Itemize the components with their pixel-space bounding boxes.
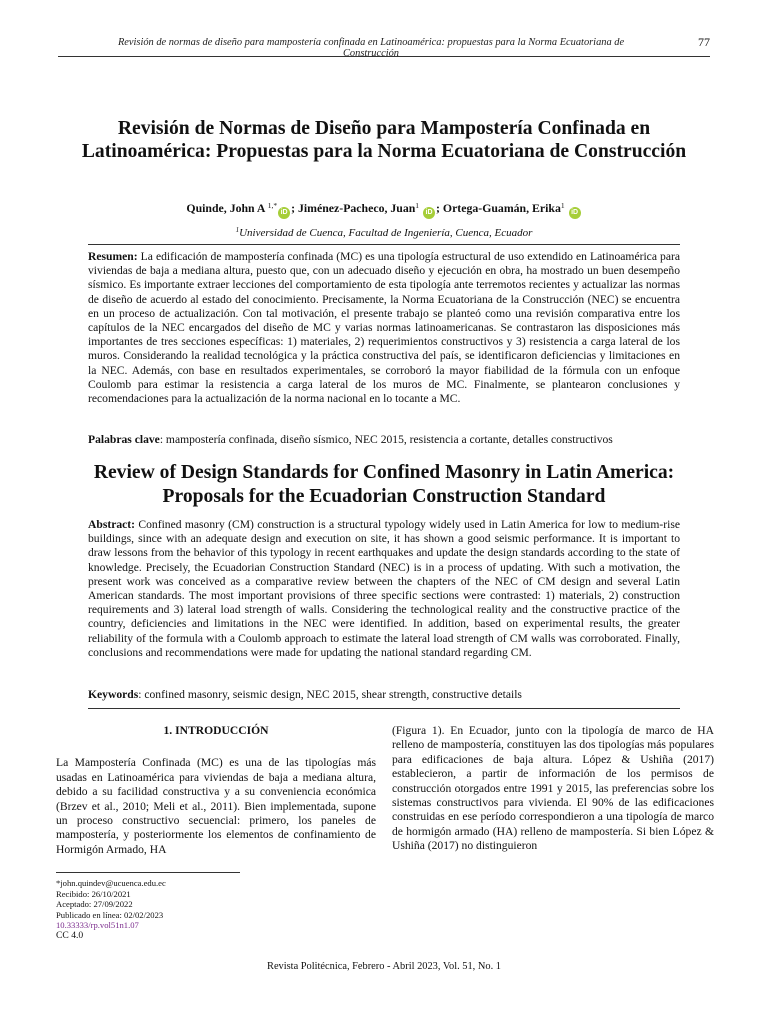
corresponding-email[interactable]: *john.quindev@ucuenca.edu.ec bbox=[56, 878, 166, 888]
divider bbox=[88, 708, 680, 709]
body-column-right bbox=[392, 724, 714, 854]
author-name: Ortega-Guamán, Erika bbox=[442, 201, 561, 215]
abstract-label: Abstract: bbox=[88, 518, 136, 531]
abstract-text: Confined masonry (CM) construction is a structural typology widely used in Latin America for low to medium-rise buildings, since with an adequate design and execution on site, it has shown a good seismic performance. It is important to draw lessons from the behavior of this typology in recent earthquakes and update the design standards according to the state of knowledge. Precisely, the Ecuadorian Construction Standard (NEC) is in a process of updating. With such a motivation, the present work was conceived as a comparative review between the chapters of the NEC of CM design and several Latin American standards. The most important provisions of three specific sections were contrasted: 1) materials, 2) construction requirements and 3) lateral load strength of walls. Considering the technological reality and the constructive practice of the country, deficiencies and limitations in the NEC were identified. In addition, based on experimental results, the greater reliability of the formula with a Coulomb approach to estimate the lateral load strength of CM walls was corroborated. Finally, conclusions and recommendations were made for updating the national standard regarding CM. bbox=[88, 518, 681, 659]
palabras-clave-paragraph bbox=[88, 433, 680, 447]
title-english: Review of Design Standards for Confined Masonry in Latin America: Proposals for the Ecuadorian Construction Standard bbox=[93, 462, 675, 507]
palabras-clave-text: : mampostería confinada, diseño sísmico, NEC 2015, resistencia a cortante, detalles constructivos bbox=[159, 433, 613, 446]
body-paragraph: La Mampostería Confinada (MC) es una de las tipologías más usadas en Latinoamérica para viviendas de baja a mediana altura, debido a su facilidad constructiva y a su conveniencia económica (Brzev et al., 2010; Meli et al., 2011). Bien implementada, supone un proceso constructivo secuencial: primero, los paneles de mampostería, y posteriormente los elementos de confinamiento de Hormigón Armado, HA bbox=[56, 756, 376, 856]
running-title: Revisión de normas de diseño para mampostería confinada en Latinoamérica: propuestas para la Norma Ecuatoriana de Construcción bbox=[117, 37, 625, 59]
author-affiliation-mark: 1,* bbox=[267, 201, 278, 210]
license-label: CC 4.0 bbox=[56, 929, 84, 941]
received-date: Recibido: 26/10/2021 bbox=[56, 888, 131, 899]
keywords-label: Keywords bbox=[88, 688, 139, 701]
footnotes bbox=[56, 878, 166, 941]
keywords-text: : confined masonry, seismic design, NEC 2015, shear strength, constructive details bbox=[138, 688, 522, 701]
orcid-icon[interactable]: iD bbox=[278, 207, 290, 219]
title-spanish: Revisión de Normas de Diseño para Mampostería Confinada en Latinoamérica: Propuestas para la Norma Ecuatoriana de Construcción bbox=[81, 118, 687, 162]
abstract-paragraph bbox=[88, 518, 680, 660]
doi-link[interactable]: 10.33333/rp.vol51n1.07 bbox=[56, 920, 139, 930]
palabras-clave-label: Palabras clave bbox=[88, 433, 160, 446]
resumen-label: Resumen: bbox=[88, 250, 138, 263]
page-footer: Revista Politécnica, Febrero - Abril 2023, Vol. 51, No. 1 bbox=[267, 961, 501, 972]
resumen-text: La edificación de mampostería confinada (MC) es una tipología estructural de uso extendido en Latinoamérica para viviendas de baja a mediana altura, puesto que, con un adecuado diseño y ejecución en obra, ha mostrado un buen desempeño sísmico. Es importante extraer lecciones del comportamiento de esta tipología ante terremotos recientes y actualizar las normas de diseño de acuerdo al estado del conocimiento. Precisamente, la Norma Ecuatoriana de la Construcción (NEC) se encuentra en un proceso de actualización. Con tal motivación, el presente trabajo se planteó como una revisión comparativa entre los capítulos de la NEC encargados del diseño de MC y varias normas latinoamericanas. Se contrastaron las disposiciones más importantes de tres secciones específicas: 1) materiales, 2) requerimientos constructivos y 3) resistencia a carga lateral de los muros. Considerando la realidad tecnológica y la práctica constructiva del país, se identificaron deficiencias y limitaciones en la NEC. Además, con base en resultados experimentales, se corroboró la mayor fiabilidad de la fórmula con un enfoque Coulomb para estimar la resistencia a carga lateral de los muros de MC. Finalmente, se plantearon conclusiones y recomendaciones para la actualización de la norma nacional en lo tocante a MC. bbox=[88, 250, 680, 406]
footnote-divider bbox=[56, 872, 240, 873]
section-heading: 1. INTRODUCCIÓN bbox=[163, 724, 269, 737]
body-column-left bbox=[56, 724, 376, 857]
page-number: 77 bbox=[698, 35, 710, 49]
author-affiliation-mark: 1 bbox=[415, 201, 420, 210]
author-list: Quinde, John A $^{1,*}$iD ; Jiménez-Pacheco, Juan$^1$ iD ; Ortega-Guamán, Erika$^1$ iD bbox=[80, 197, 688, 219]
author-name: Jiménez-Pacheco, Juan bbox=[298, 201, 416, 215]
body-paragraph: (Figura 1). En Ecuador, junto con la tipología de marco de HA relleno de mampostería, constituyen las dos tipologías más populares para edificaciones de baja altura. López & Ushiña (2017) establecieron, a partir de información de los permisos de construcción otorgados entre 1991 y 2015, las preferencias sobre los sistemas constructivos para vivienda. El 90% de las edificaciones construidas en ese período correspondieron a una tipología de marco de hormigón armado (HA) relleno de mampostería. Si bien López & Ushiña (2017) no distinguieron bbox=[392, 724, 714, 853]
published-date: Publicado en línea: 02/02/2023 bbox=[56, 909, 164, 920]
affiliation bbox=[80, 226, 688, 239]
affiliation-text: Universidad de Cuenca, Facultad de Ingeniería, Cuenca, Ecuador bbox=[239, 227, 533, 239]
accepted-date: Aceptado: 27/09/2022 bbox=[56, 899, 133, 909]
orcid-icon[interactable]: iD bbox=[423, 207, 435, 219]
resumen-paragraph bbox=[88, 250, 680, 406]
divider bbox=[88, 244, 680, 245]
running-header bbox=[58, 36, 710, 57]
keywords-paragraph bbox=[88, 688, 680, 702]
affiliation-mark: 1 bbox=[235, 226, 240, 234]
orcid-icon[interactable]: iD bbox=[569, 207, 581, 219]
author-affiliation-mark: 1 bbox=[560, 201, 565, 210]
author-name: Quinde, John A bbox=[186, 201, 265, 215]
